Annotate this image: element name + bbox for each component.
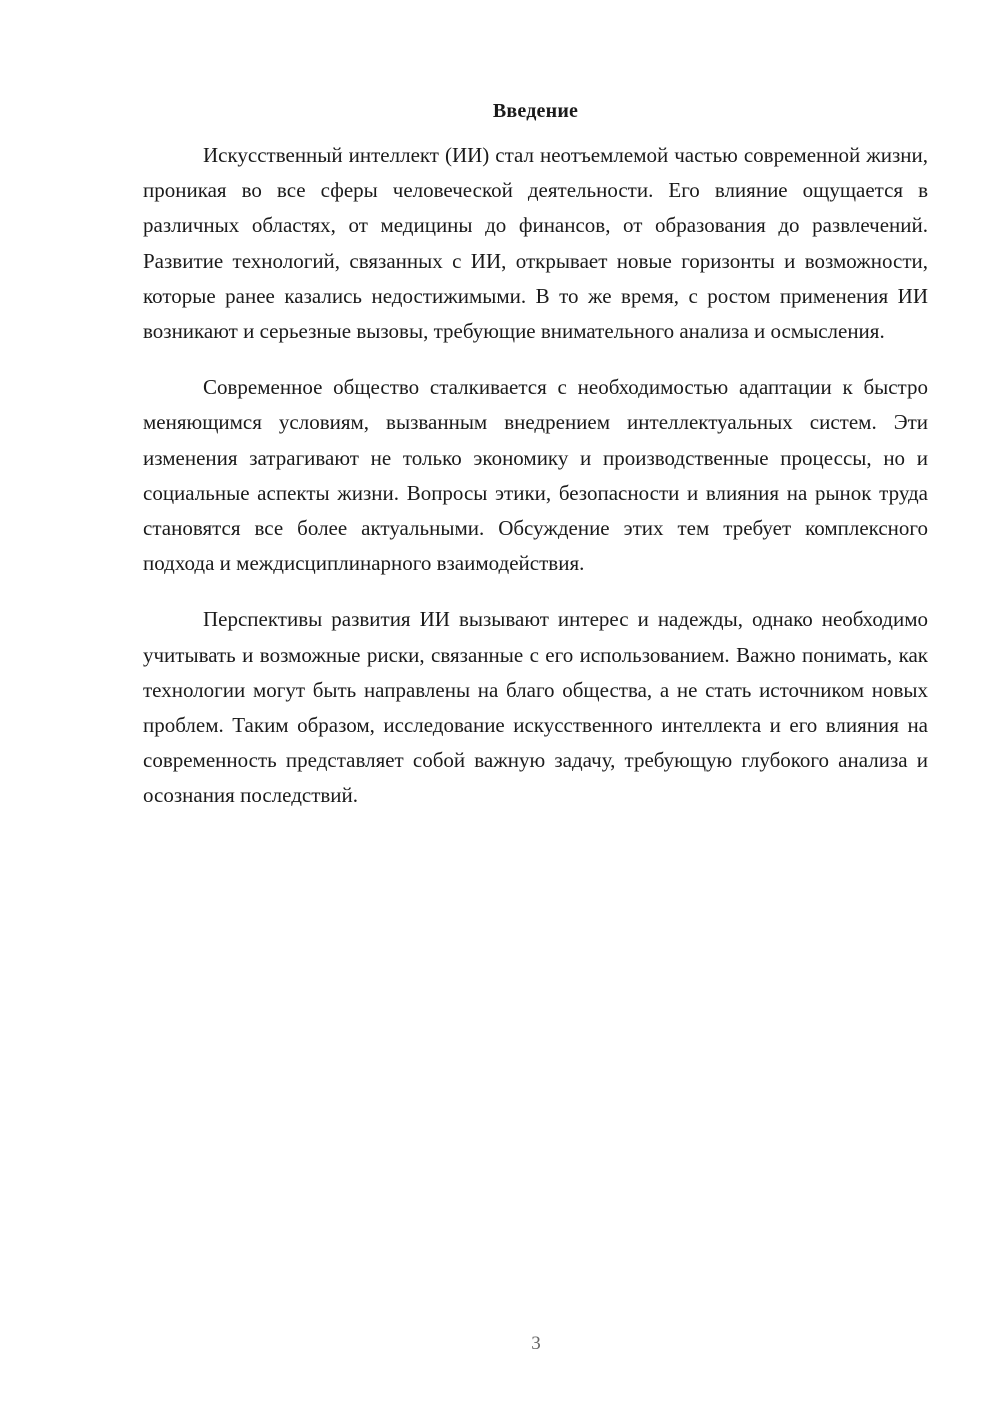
- section-title: Введение: [492, 100, 579, 122]
- paragraph-2: Современное общество сталкивается с необходимостью адаптации к быстро меняющимся условиям, вызванным внедрением интеллектуальных систем. Эти изменения затрагивают не только экономику и производственные процессы, но и социальные аспекты жизни. Вопросы этики, безопасности и влияния на рынок труда становятся все более актуальными. Обсуждение этих тем требует комплексного подхода и междисциплинарного взаимодействия.: [143, 375, 928, 576]
- paragraph-3: Перспективы развития ИИ вызывают интерес и надежды, однако необходимо учитывать и возможные риски, связанные с его использованием. Важно понимать, как технологии могут быть направлены на благо общества, а не стать источником новых проблем. Таким образом, исследование искусственного интеллекта и его влияния на современность представляет собой важную задачу, требующую глубокого анализа и осознания последствий.: [143, 607, 928, 808]
- page-content: [143, 96, 928, 835]
- paragraph-1: Искусственный интеллект (ИИ) стал неотъемлемой частью современной жизни, проникая во все сферы человеческой деятельности. Его влияние ощущается в различных областях, от медицины до финансов, от образования до развлечений. Развитие технологий, связанных с ИИ, открывает новые горизонты и возможности, которые ранее казались недостижимыми. В то же время, с ростом применения ИИ возникают и серьезные вызовы, требующие внимательного анализа и осмысления.: [143, 143, 928, 344]
- page-number: 3: [531, 1333, 541, 1354]
